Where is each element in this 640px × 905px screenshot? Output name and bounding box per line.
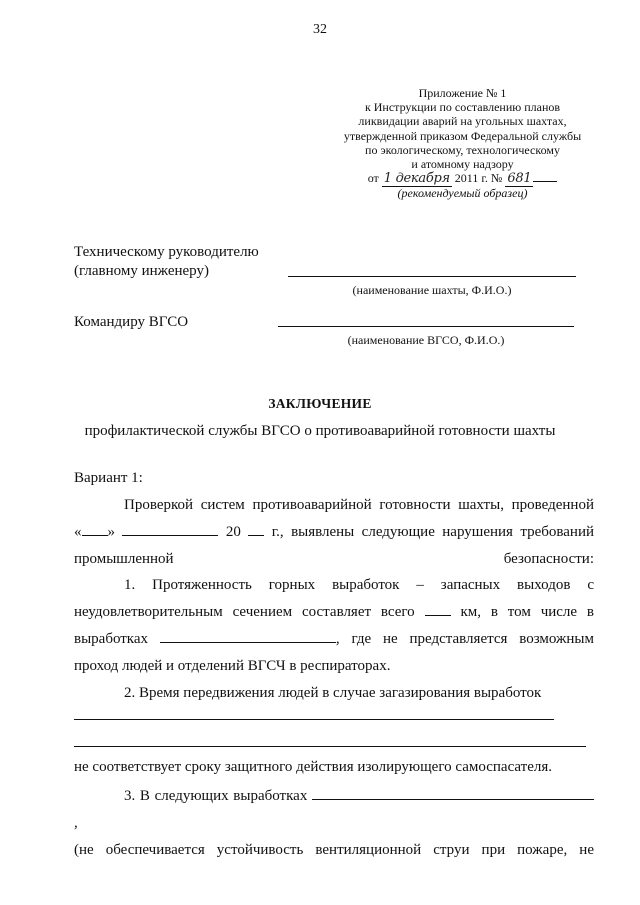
appendix-line: к Инструкции по составлению планов	[364, 100, 561, 115]
item-1-text-end: , где не представляется возможным проход людей и отделений ВГСЧ в респираторах.	[74, 631, 594, 674]
item-1	[74, 572, 594, 680]
quote-open: «	[74, 524, 82, 540]
item-3	[74, 783, 594, 864]
item-1-text-continued: км, в том числе в выработках	[74, 604, 595, 647]
document-title: ЗАКЛЮЧЕНИЕ	[268, 396, 372, 411]
item-2-conclusion: не соответствует сроку защитного действия изолирующего самоспасателя.	[74, 759, 553, 775]
date-prefix: от	[367, 171, 379, 186]
length-blank	[425, 601, 451, 616]
quote-close: »	[107, 524, 115, 540]
item-3-text-continued: (не обеспечивается устойчивость вентиляционной струи при пожаре, не	[74, 842, 594, 858]
document-subtitle: профилактической службы ВГСО о противоаварийной готовности шахты	[84, 423, 556, 439]
appendix-line: ликвидации аварий на угольных шахтах,	[358, 114, 567, 129]
date-year: 2011 г. №	[454, 171, 503, 186]
handwritten-date: 1 декабря	[383, 171, 450, 187]
intro-text: Проверкой систем противоаварийной готовности шахты, проведенной	[124, 497, 594, 513]
variant-label: Вариант 1:	[74, 470, 143, 486]
addressee-vgso: Командиру ВГСО	[74, 314, 189, 330]
intro-text-continued: г., выявлены следующие нарушения требований промышленной безопасности:	[74, 524, 594, 567]
addressee-technical	[74, 243, 259, 281]
recommended-note: (рекомендуемый образец)	[397, 186, 528, 201]
appendix-line: по экологическому, технологическому	[365, 142, 560, 157]
intro-paragraph	[74, 492, 594, 573]
appendix-line: и атомному надзору	[411, 157, 514, 172]
year-prefix: 20	[225, 524, 241, 540]
year-blank	[248, 521, 264, 536]
item-3-text: 3. В следующих выработках	[124, 788, 308, 804]
item-2-text: 2. Время передвижения людей в случае загазирования выработок	[124, 685, 542, 701]
item-3-comma: ,	[74, 815, 78, 831]
workings-blank	[160, 628, 336, 643]
mine-name-caption: (наименование шахты, Ф.И.О.)	[352, 283, 512, 297]
month-blank	[122, 521, 218, 536]
appendix-date	[325, 171, 600, 186]
vgso-name-line	[278, 326, 574, 327]
appendix-line: утвержденной приказом Федеральной службы	[343, 128, 582, 143]
appendix-block	[325, 86, 600, 201]
vgso-name-caption: (наименование ВГСО, Ф.И.О.)	[347, 333, 505, 347]
addressee-technical-line2: (главному инженеру)	[74, 263, 209, 279]
appendix-title: Приложение № 1	[418, 86, 507, 100]
item-2	[74, 680, 594, 707]
page-number: 32	[313, 22, 327, 37]
addressee-technical-line1: Техническому руководителю	[74, 244, 259, 260]
item-2-blank-line-1	[74, 719, 554, 720]
day-blank	[82, 521, 108, 536]
mine-name-line	[288, 276, 576, 277]
item-3-blank	[312, 785, 594, 800]
item-2-blank-line-2	[74, 746, 586, 747]
item-1-text: 1. Протяженность горных выработок – запасных выходов с неудовлетворительным сечением составляет всего	[74, 577, 594, 620]
handwritten-number: 681	[507, 171, 532, 187]
